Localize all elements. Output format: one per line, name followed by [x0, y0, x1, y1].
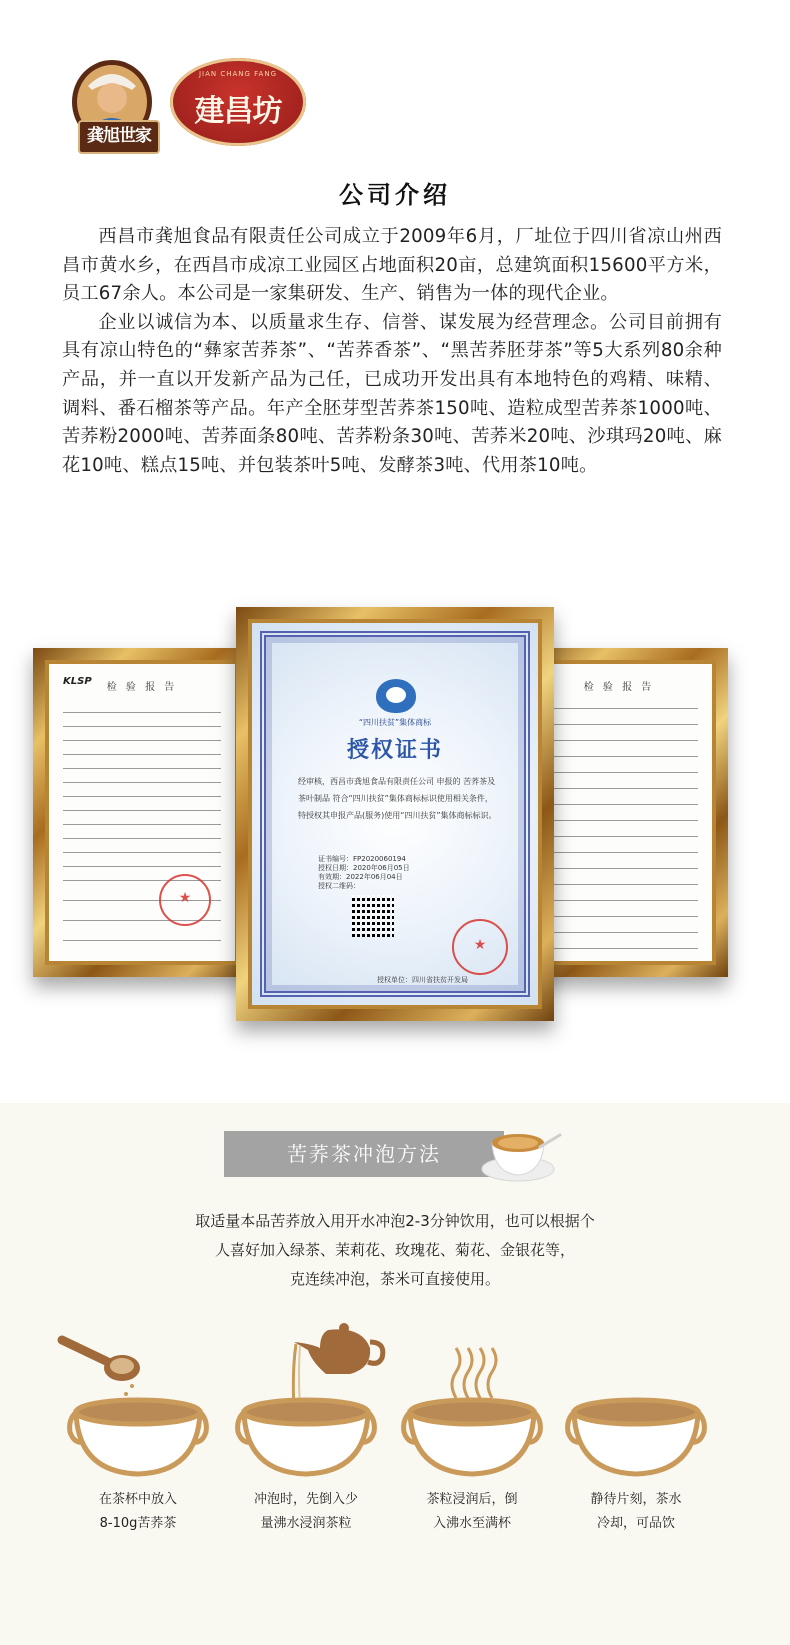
certificate-qr-label: 授权二维码： — [318, 882, 360, 890]
gongxu-logo-text: 龚旭世家 — [78, 120, 160, 154]
brew-step-4-line-1: 静待片刻，茶水 — [590, 1492, 682, 1507]
brew-step-1-line-1: 在茶杯中放入 — [98, 1492, 177, 1507]
brew-step-2-label — [216, 1488, 396, 1536]
company-intro-title: 公司介绍 — [339, 181, 451, 209]
intro-paragraph-1: 西昌市龚旭食品有限责任公司成立于2009年6月，厂址位于四川省凉山州西昌市黄水乡，在西昌市成凉工业园区占地面积20亩，总建筑面积15600平方米，员工67余人。本公司是一家集研发、生产、销售为一体的现代企业。 — [62, 226, 722, 305]
jianchangfang-logo-pinyin: JIAN CHANG FANG — [198, 70, 278, 78]
brew-step-4-line-2: 冷却，可品饮 — [596, 1516, 675, 1531]
poverty-alleviation-badge-icon — [376, 679, 416, 713]
report-seal-icon — [159, 874, 211, 926]
brew-step-4-label — [546, 1488, 726, 1536]
report-heading: 检 验 报 告 — [583, 682, 655, 693]
certificate-validity: 有效期：2022年06月04日 — [318, 873, 403, 881]
intro-paragraph-2: 企业以诚信为本、以质量求生存、信誉、谋发展为经营理念。公司目前拥有具有凉山特色的“彝家苦荞茶”、“苦荞香茶”、“黑苦荞胚芽茶”等5大系列80余种产品，并一直以开发新产品为己任，已成功开发出具有本地特色的鸡精、味精、调料、番石榴茶等产品。年产全胚芽型苦荞茶150吨、造粒成型苦荞茶1000吨、苦荞粉2000吨、苦荞面条80吨、苦荞粉条30吨、苦荞米20吨、沙琪玛20吨、麻花10吨、糕点15吨、并包装茶叶5吨、发酵茶3吨、代用茶10吨。 — [62, 311, 722, 476]
certificate-tag: “四川扶贫”集体商标 — [358, 718, 432, 727]
steaming-cup-icon — [382, 1312, 562, 1492]
brand-logos — [66, 52, 316, 157]
report-heading: 检 验 报 告 — [106, 682, 178, 693]
jianchangfang-logo-text: 建昌坊 — [194, 94, 282, 129]
certificate-body: 经审核，西昌市龚旭食品有限责任公司 申报的 苦荞茶及茶叶制品 符合“四川扶贫”集体商标标识使用相关条件，特授权其申报产品(服务)使用“四川扶贫”集体商标标识。 — [298, 777, 497, 820]
brew-step-1-label — [48, 1488, 228, 1536]
brewing-title: 苦荞茶冲泡方法 — [224, 1131, 504, 1177]
brew-step-3-label — [382, 1488, 562, 1536]
certificate-date: 授权日期：2020年06月05日 — [318, 864, 410, 872]
teapot-pour-icon — [216, 1312, 396, 1492]
scoop-cup-icon — [48, 1312, 228, 1492]
certificate-number: 证书编号：FP2020060194 — [318, 855, 406, 863]
brew-step-2-line-1: 冲泡时，先倒入少 — [253, 1492, 358, 1507]
inspection-report-left — [33, 648, 251, 977]
jianchangfang-logo — [170, 58, 306, 146]
certificate-meta — [318, 855, 410, 891]
brewing-description — [0, 1207, 790, 1294]
teacup-icon — [480, 1117, 562, 1189]
brew-step-2-line-2: 量沸水浸润茶粒 — [260, 1516, 352, 1531]
brewing-description-line-1: 取适量本品苦荞放入用开水冲泡2-3分钟饮用，也可以根据个 — [195, 1212, 595, 1230]
company-intro-text — [62, 223, 722, 480]
brew-step-3-line-2: 入沸水至满杯 — [432, 1516, 511, 1531]
certificate-issuer: 授权单位：四川省扶贫开发局 — [377, 976, 468, 984]
brewing-description-line-2: 人喜好加入绿茶、茉莉花、玫瑰花、菊花、金银花等， — [214, 1241, 575, 1259]
brew-step-1-line-2: 8-10g苦荞茶 — [99, 1516, 177, 1531]
qr-code-icon — [352, 895, 394, 937]
brew-step-3-line-1: 茶粒浸润后，倒 — [426, 1492, 518, 1507]
certificate-seal-icon — [452, 919, 508, 975]
authorization-certificate — [236, 607, 554, 1021]
certificate-title: 授权证书 — [346, 738, 443, 763]
full-cup-icon — [546, 1312, 726, 1492]
brewing-description-line-3: 克连续冲泡，茶米可直接使用。 — [289, 1270, 500, 1288]
gongxu-logo — [70, 58, 154, 150]
report-logo: KLSP — [63, 676, 92, 687]
